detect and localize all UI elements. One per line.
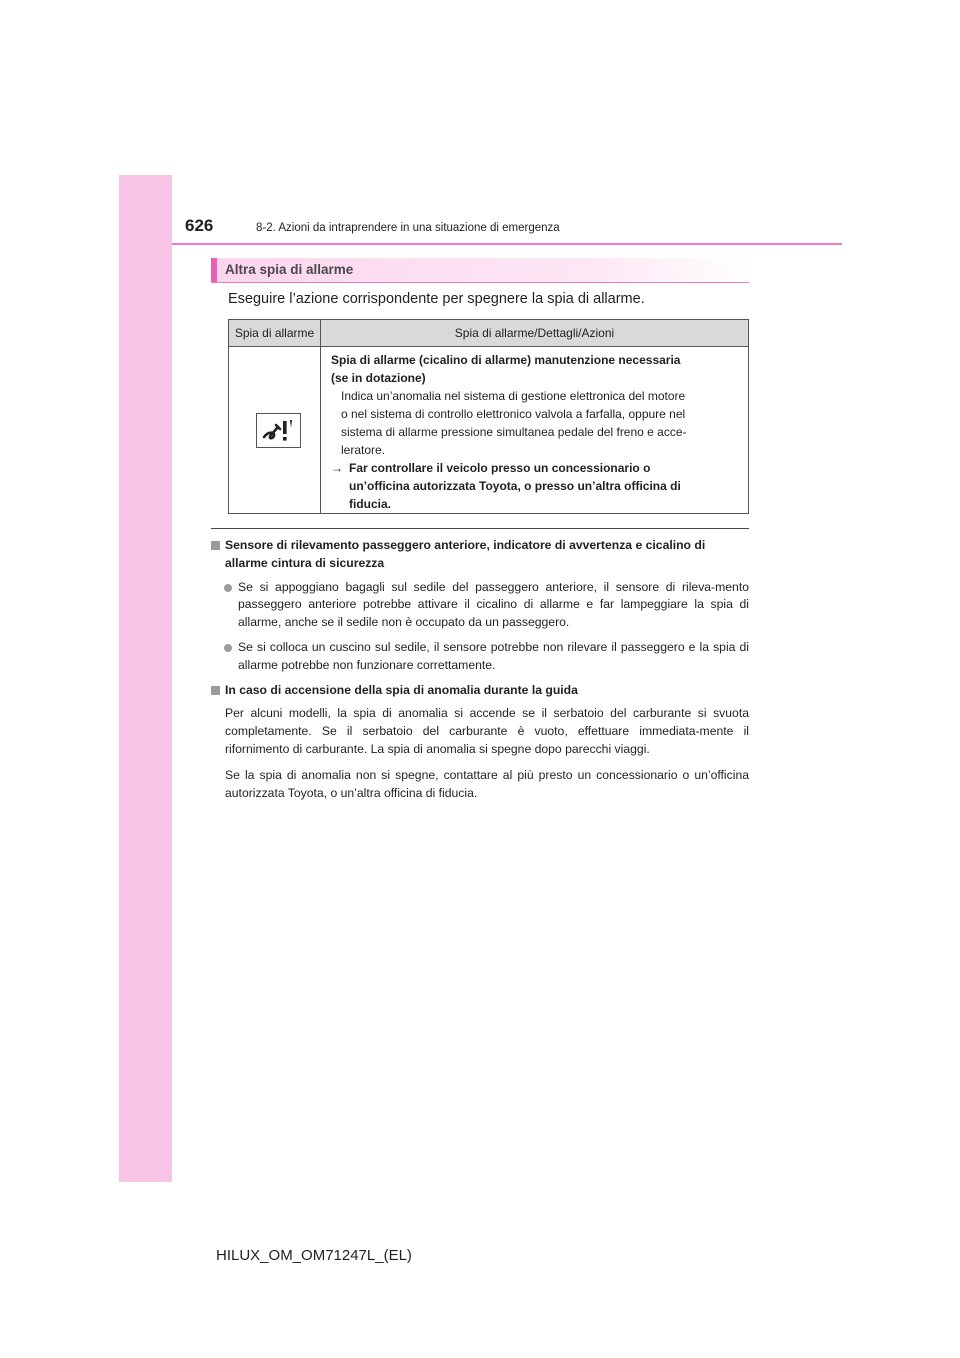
col-header-details: Spia di allarme/Dettagli/Azioni (454, 326, 615, 340)
section-accent (211, 258, 217, 282)
action-line (331, 495, 741, 513)
warning-light-table (228, 319, 749, 514)
note-bullet (211, 579, 749, 632)
description-line: leratore. (341, 443, 386, 457)
arrow-icon: → (331, 461, 343, 475)
footer-code: HILUX_OM_OM71247L_(EL) (216, 1247, 412, 1264)
action-text: fiducia. (349, 497, 392, 511)
action-text: un’officina autorizzata Toyota, o presso un’altra officina di (349, 479, 681, 493)
note-paragraph: Per alcuni modelli, la spia di anomalia si accende se il serbatoio del carburante si svuota completamente. Se il serbatoio del carburante è vuoto, effettuare immediata-mente il rifornimento di carburante. La spia di anomalia si spegne dopo parecchi viaggi. (225, 706, 749, 756)
table-column-divider (320, 347, 321, 513)
round-bullet-icon (224, 644, 232, 652)
note-bullet (211, 639, 749, 675)
note-heading (211, 682, 749, 700)
table-details-cell (331, 351, 741, 513)
table-header (229, 320, 748, 347)
note-heading (211, 537, 749, 573)
action-line (331, 459, 741, 477)
description-line: o nel sistema di controllo elettronico valvola a farfalla, oppure nel (341, 407, 686, 421)
note-bullet-text: Se si colloca un cuscino sul sedile, il sensore potrebbe non rilevare il passeggero e la spia di allarme potrebbe non funzionare correttamente. (238, 639, 749, 672)
section-title: Altra spia di allarme (225, 262, 354, 277)
description-line: sistema di allarme pressione simultanea pedale del freno e acce- (341, 425, 687, 439)
col-header-light: Spia di allarme (229, 320, 321, 346)
note-bullet-text: Se si appoggiano bagagli sul sedile del passeggero anteriore, il sensore di rileva-mento passeggero anteriore potrebbe attivare il cicalino di allarme e far lampeggiare la spia di allarme, anche se il sedile non è occupato da un passeggero. (238, 579, 749, 630)
action-text: Far controllare il veicolo presso un concessionario o (349, 461, 651, 475)
note-heading-text: Sensore di rilevamento passeggero anteriore, indicatore di avvertenza e cicalino di allarme cintura di sicurezza (225, 538, 706, 570)
description-line: Indica un’anomalia nel sistema di gestione elettronica del motore (341, 389, 686, 403)
warning-title-line: Spia di allarme (cicalino di allarme) manutenzione necessaria (331, 353, 681, 367)
chapter-sidebar (119, 175, 172, 1182)
note-paragraph: Se la spia di anomalia non si spegne, contattare al più presto un concessionario o un’officina autorizzata Toyota, o un’altra officina di fiducia. (225, 767, 749, 800)
header-rule (172, 243, 842, 245)
section-divider (211, 528, 749, 529)
section-intro: Eseguire l’azione corrispondente per spegnere la spia di allarme. (228, 291, 645, 307)
note-heading-text: In caso di accensione della spia di anomalia durante la guida (225, 682, 578, 697)
notes-content (211, 537, 749, 810)
maintenance-warning-icon (256, 413, 301, 448)
square-bullet-icon (211, 686, 220, 695)
action-line (331, 477, 741, 495)
warning-title-note: (se in dotazione) (331, 371, 426, 385)
running-title: 8-2. Azioni da intraprendere in una situazione di emergenza (256, 222, 560, 234)
round-bullet-icon (224, 584, 232, 592)
square-bullet-icon (211, 541, 220, 550)
page-number: 626 (185, 216, 214, 235)
section-title-bar (211, 258, 749, 283)
